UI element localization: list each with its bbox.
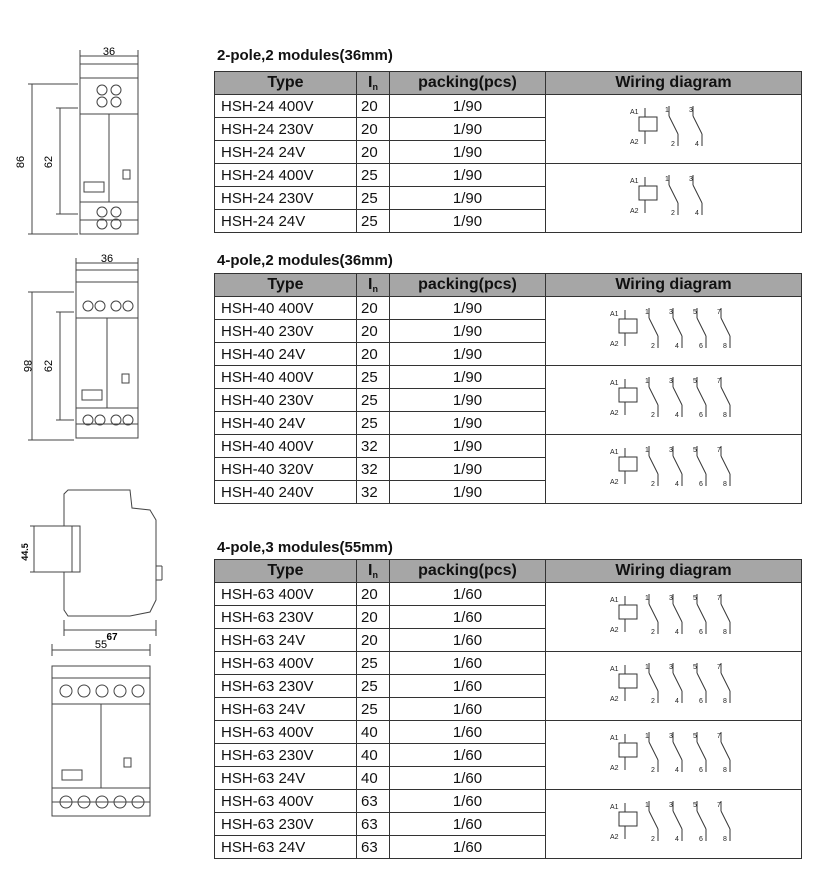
dim-inner: 62 — [43, 155, 55, 169]
cell-in: 40 — [357, 744, 390, 767]
svg-text:8: 8 — [722, 343, 727, 350]
cell-type: HSH-24 230V — [215, 187, 357, 210]
cell-in: 32 — [357, 481, 390, 504]
cell-type: HSH-63 230V — [215, 813, 357, 836]
wiring-diagram-2pole — [629, 171, 719, 221]
svg-text:4: 4 — [694, 210, 699, 217]
dim-width: 36 — [100, 253, 114, 265]
svg-text:2: 2 — [670, 141, 675, 148]
svg-text:2: 2 — [650, 698, 655, 705]
section-title-4pole-36: 4-pole,2 modules(36mm) — [217, 252, 393, 269]
svg-text:A1: A1 — [629, 178, 639, 185]
cell-type: HSH-24 400V — [215, 95, 357, 118]
svg-text:4: 4 — [674, 767, 679, 774]
cell-in: 25 — [357, 164, 390, 187]
cell-in: 25 — [357, 652, 390, 675]
header-type: Type — [215, 560, 357, 583]
svg-text:6: 6 — [698, 698, 703, 705]
header-packing: packing(pcs) — [390, 72, 546, 95]
table-row — [215, 366, 802, 389]
cell-in: 63 — [357, 836, 390, 859]
svg-text:6: 6 — [698, 412, 703, 419]
svg-text:4: 4 — [694, 141, 699, 148]
wiring-diagram-4pole — [609, 304, 739, 354]
svg-text:3: 3 — [668, 378, 673, 385]
svg-text:A1: A1 — [609, 666, 619, 673]
cell-in: 40 — [357, 767, 390, 790]
svg-text:6: 6 — [698, 767, 703, 774]
cell-in: 20 — [357, 343, 390, 366]
cell-packing: 1/60 — [390, 629, 546, 652]
cell-in: 20 — [357, 629, 390, 652]
header-wiring: Wiring diagram — [546, 72, 802, 95]
cell-type: HSH-40 24V — [215, 412, 357, 435]
header-packing: packing(pcs) — [390, 274, 546, 297]
cell-packing: 1/60 — [390, 652, 546, 675]
header-in: $I_n$ — [357, 274, 390, 297]
dimension-drawing-4pole-55 — [40, 640, 160, 830]
cell-in: 25 — [357, 412, 390, 435]
cell-packing: 1/90 — [390, 366, 546, 389]
svg-text:4: 4 — [674, 343, 679, 350]
svg-text:3: 3 — [668, 595, 673, 602]
spec-table-4pole-55 — [214, 559, 802, 859]
table-header — [215, 274, 802, 297]
cell-type: HSH-63 230V — [215, 606, 357, 629]
svg-text:8: 8 — [722, 412, 727, 419]
svg-text:3: 3 — [668, 802, 673, 809]
cell-type: HSH-40 230V — [215, 320, 357, 343]
svg-text:A1: A1 — [609, 735, 619, 742]
cell-type: HSH-40 400V — [215, 435, 357, 458]
dimension-drawing-2pole — [15, 44, 150, 244]
cell-type: HSH-63 400V — [215, 652, 357, 675]
cell-in: 25 — [357, 675, 390, 698]
cell-type: HSH-63 24V — [215, 836, 357, 859]
svg-text:2: 2 — [650, 629, 655, 636]
svg-text:4: 4 — [674, 481, 679, 488]
cell-in: 20 — [357, 141, 390, 164]
cell-in: 25 — [357, 389, 390, 412]
wiring-diagram-4pole — [609, 659, 739, 709]
header-in: $I_n$ — [357, 560, 390, 583]
cell-type: HSH-40 230V — [215, 389, 357, 412]
svg-text:8: 8 — [722, 767, 727, 774]
cell-type: HSH-40 400V — [215, 297, 357, 320]
dim-rail: 44.5 — [20, 543, 30, 561]
table-row — [215, 652, 802, 675]
table-row — [215, 583, 802, 606]
spec-table-2pole — [214, 71, 802, 233]
svg-text:8: 8 — [722, 481, 727, 488]
svg-text:A2: A2 — [629, 139, 639, 146]
dim-depth: 67 — [106, 632, 118, 643]
cell-in: 25 — [357, 210, 390, 233]
svg-text:6: 6 — [698, 343, 703, 350]
svg-text:7: 7 — [716, 447, 721, 454]
cell-packing: 1/90 — [390, 118, 546, 141]
wiring-diagram-cell — [546, 721, 802, 790]
svg-text:4: 4 — [674, 836, 679, 843]
cell-packing: 1/60 — [390, 836, 546, 859]
svg-text:5: 5 — [692, 733, 697, 740]
cell-in: 20 — [357, 320, 390, 343]
cell-packing: 1/60 — [390, 767, 546, 790]
cell-packing: 1/90 — [390, 164, 546, 187]
wiring-diagram-cell — [546, 164, 802, 233]
svg-text:7: 7 — [716, 802, 721, 809]
wiring-diagram-4pole — [609, 373, 739, 423]
svg-text:5: 5 — [692, 802, 697, 809]
dim-width: 36 — [102, 46, 116, 58]
svg-text:8: 8 — [722, 836, 727, 843]
header-wiring: Wiring diagram — [546, 274, 802, 297]
header-wiring: Wiring diagram — [546, 560, 802, 583]
table-row — [215, 297, 802, 320]
svg-text:A2: A2 — [609, 765, 619, 772]
dimension-drawing-side — [20, 480, 170, 643]
svg-text:3: 3 — [668, 664, 673, 671]
svg-text:2: 2 — [650, 343, 655, 350]
svg-text:7: 7 — [716, 378, 721, 385]
spec-table-4pole-36 — [214, 273, 802, 504]
header-packing: packing(pcs) — [390, 560, 546, 583]
svg-text:1: 1 — [664, 176, 669, 183]
cell-in: 20 — [357, 583, 390, 606]
dimension-drawing-4pole-36 — [20, 252, 150, 447]
svg-text:A1: A1 — [609, 311, 619, 318]
svg-text:2: 2 — [670, 210, 675, 217]
cell-packing: 1/60 — [390, 583, 546, 606]
cell-packing: 1/90 — [390, 187, 546, 210]
svg-text:A2: A2 — [609, 834, 619, 841]
svg-text:3: 3 — [688, 107, 693, 114]
svg-text:1: 1 — [644, 802, 649, 809]
cell-packing: 1/60 — [390, 606, 546, 629]
cell-packing: 1/90 — [390, 141, 546, 164]
svg-text:8: 8 — [722, 629, 727, 636]
svg-text:A1: A1 — [609, 380, 619, 387]
svg-text:6: 6 — [698, 481, 703, 488]
cell-packing: 1/90 — [390, 435, 546, 458]
svg-text:5: 5 — [692, 378, 697, 385]
svg-text:A1: A1 — [609, 804, 619, 811]
cell-in: 20 — [357, 118, 390, 141]
table-header — [215, 72, 802, 95]
dim-width: 55 — [94, 639, 108, 651]
cell-type: HSH-24 24V — [215, 210, 357, 233]
svg-text:A2: A2 — [629, 208, 639, 215]
header-in: $I_n$ — [357, 72, 390, 95]
cell-in: 25 — [357, 187, 390, 210]
cell-type: HSH-40 24V — [215, 343, 357, 366]
svg-text:3: 3 — [668, 447, 673, 454]
wiring-diagram-4pole — [609, 797, 739, 847]
svg-text:5: 5 — [692, 595, 697, 602]
wiring-diagram-2pole — [629, 102, 719, 152]
cell-packing: 1/90 — [390, 210, 546, 233]
cell-type: HSH-63 24V — [215, 767, 357, 790]
svg-text:5: 5 — [692, 309, 697, 316]
cell-type: HSH-63 230V — [215, 744, 357, 767]
table-row — [215, 164, 802, 187]
cell-packing: 1/90 — [390, 320, 546, 343]
cell-in: 20 — [357, 606, 390, 629]
cell-in: 20 — [357, 95, 390, 118]
svg-text:1: 1 — [644, 378, 649, 385]
svg-text:1: 1 — [644, 595, 649, 602]
wiring-diagram-cell — [546, 95, 802, 164]
cell-packing: 1/60 — [390, 790, 546, 813]
cell-packing: 1/60 — [390, 744, 546, 767]
svg-text:1: 1 — [644, 733, 649, 740]
svg-text:A2: A2 — [609, 410, 619, 417]
svg-text:1: 1 — [664, 107, 669, 114]
section-title-4pole-55: 4-pole,3 modules(55mm) — [217, 539, 393, 556]
cell-packing: 1/90 — [390, 297, 546, 320]
cell-in: 63 — [357, 790, 390, 813]
wiring-diagram-cell — [546, 297, 802, 366]
cell-packing: 1/90 — [390, 343, 546, 366]
header-type: Type — [215, 72, 357, 95]
svg-text:4: 4 — [674, 698, 679, 705]
svg-text:5: 5 — [692, 664, 697, 671]
svg-text:7: 7 — [716, 733, 721, 740]
dim-height: 86 — [15, 155, 27, 169]
svg-text:A1: A1 — [629, 109, 639, 116]
svg-text:A1: A1 — [609, 449, 619, 456]
svg-text:6: 6 — [698, 836, 703, 843]
cell-packing: 1/60 — [390, 721, 546, 744]
cell-type: HSH-40 400V — [215, 366, 357, 389]
table-row — [215, 721, 802, 744]
table-row — [215, 790, 802, 813]
table-row — [215, 95, 802, 118]
wiring-diagram-cell — [546, 583, 802, 652]
cell-type: HSH-63 400V — [215, 790, 357, 813]
wiring-diagram-cell — [546, 366, 802, 435]
section-title-2pole: 2-pole,2 modules(36mm) — [217, 47, 393, 64]
dim-inner: 62 — [43, 359, 55, 373]
svg-text:5: 5 — [692, 447, 697, 454]
svg-text:3: 3 — [688, 176, 693, 183]
svg-text:6: 6 — [698, 629, 703, 636]
svg-text:7: 7 — [716, 664, 721, 671]
svg-text:3: 3 — [668, 733, 673, 740]
cell-type: HSH-63 400V — [215, 583, 357, 606]
wiring-diagram-cell — [546, 790, 802, 859]
svg-text:A2: A2 — [609, 479, 619, 486]
cell-in: 32 — [357, 458, 390, 481]
cell-type: HSH-24 400V — [215, 164, 357, 187]
wiring-diagram-4pole — [609, 590, 739, 640]
cell-type: HSH-63 24V — [215, 629, 357, 652]
svg-text:7: 7 — [716, 309, 721, 316]
cell-in: 32 — [357, 435, 390, 458]
wiring-diagram-4pole — [609, 728, 739, 778]
svg-text:A1: A1 — [609, 597, 619, 604]
svg-text:2: 2 — [650, 481, 655, 488]
cell-in: 63 — [357, 813, 390, 836]
svg-text:A2: A2 — [609, 341, 619, 348]
svg-text:4: 4 — [674, 629, 679, 636]
cell-packing: 1/60 — [390, 813, 546, 836]
svg-text:A2: A2 — [609, 696, 619, 703]
svg-text:2: 2 — [650, 836, 655, 843]
cell-packing: 1/90 — [390, 95, 546, 118]
wiring-diagram-cell — [546, 435, 802, 504]
cell-in: 20 — [357, 297, 390, 320]
cell-packing: 1/90 — [390, 481, 546, 504]
svg-text:2: 2 — [650, 767, 655, 774]
cell-type: HSH-24 230V — [215, 118, 357, 141]
svg-text:7: 7 — [716, 595, 721, 602]
wiring-diagram-cell — [546, 652, 802, 721]
svg-text:1: 1 — [644, 309, 649, 316]
cell-type: HSH-40 240V — [215, 481, 357, 504]
svg-text:8: 8 — [722, 698, 727, 705]
table-header — [215, 560, 802, 583]
cell-type: HSH-63 24V — [215, 698, 357, 721]
svg-text:1: 1 — [644, 664, 649, 671]
cell-packing: 1/60 — [390, 675, 546, 698]
svg-text:3: 3 — [668, 309, 673, 316]
cell-packing: 1/90 — [390, 389, 546, 412]
cell-packing: 1/90 — [390, 412, 546, 435]
svg-text:1: 1 — [644, 447, 649, 454]
svg-text:4: 4 — [674, 412, 679, 419]
svg-text:A2: A2 — [609, 627, 619, 634]
cell-type: HSH-24 24V — [215, 141, 357, 164]
cell-in: 40 — [357, 721, 390, 744]
table-row — [215, 435, 802, 458]
cell-type: HSH-40 320V — [215, 458, 357, 481]
cell-type: HSH-63 400V — [215, 721, 357, 744]
cell-in: 25 — [357, 366, 390, 389]
svg-text:2: 2 — [650, 412, 655, 419]
wiring-diagram-4pole — [609, 442, 739, 492]
dim-height: 86 — [21, 359, 33, 373]
header-type: Type — [215, 274, 357, 297]
cell-in: 25 — [357, 698, 390, 721]
cell-packing: 1/60 — [390, 698, 546, 721]
cell-packing: 1/90 — [390, 458, 546, 481]
cell-type: HSH-63 230V — [215, 675, 357, 698]
